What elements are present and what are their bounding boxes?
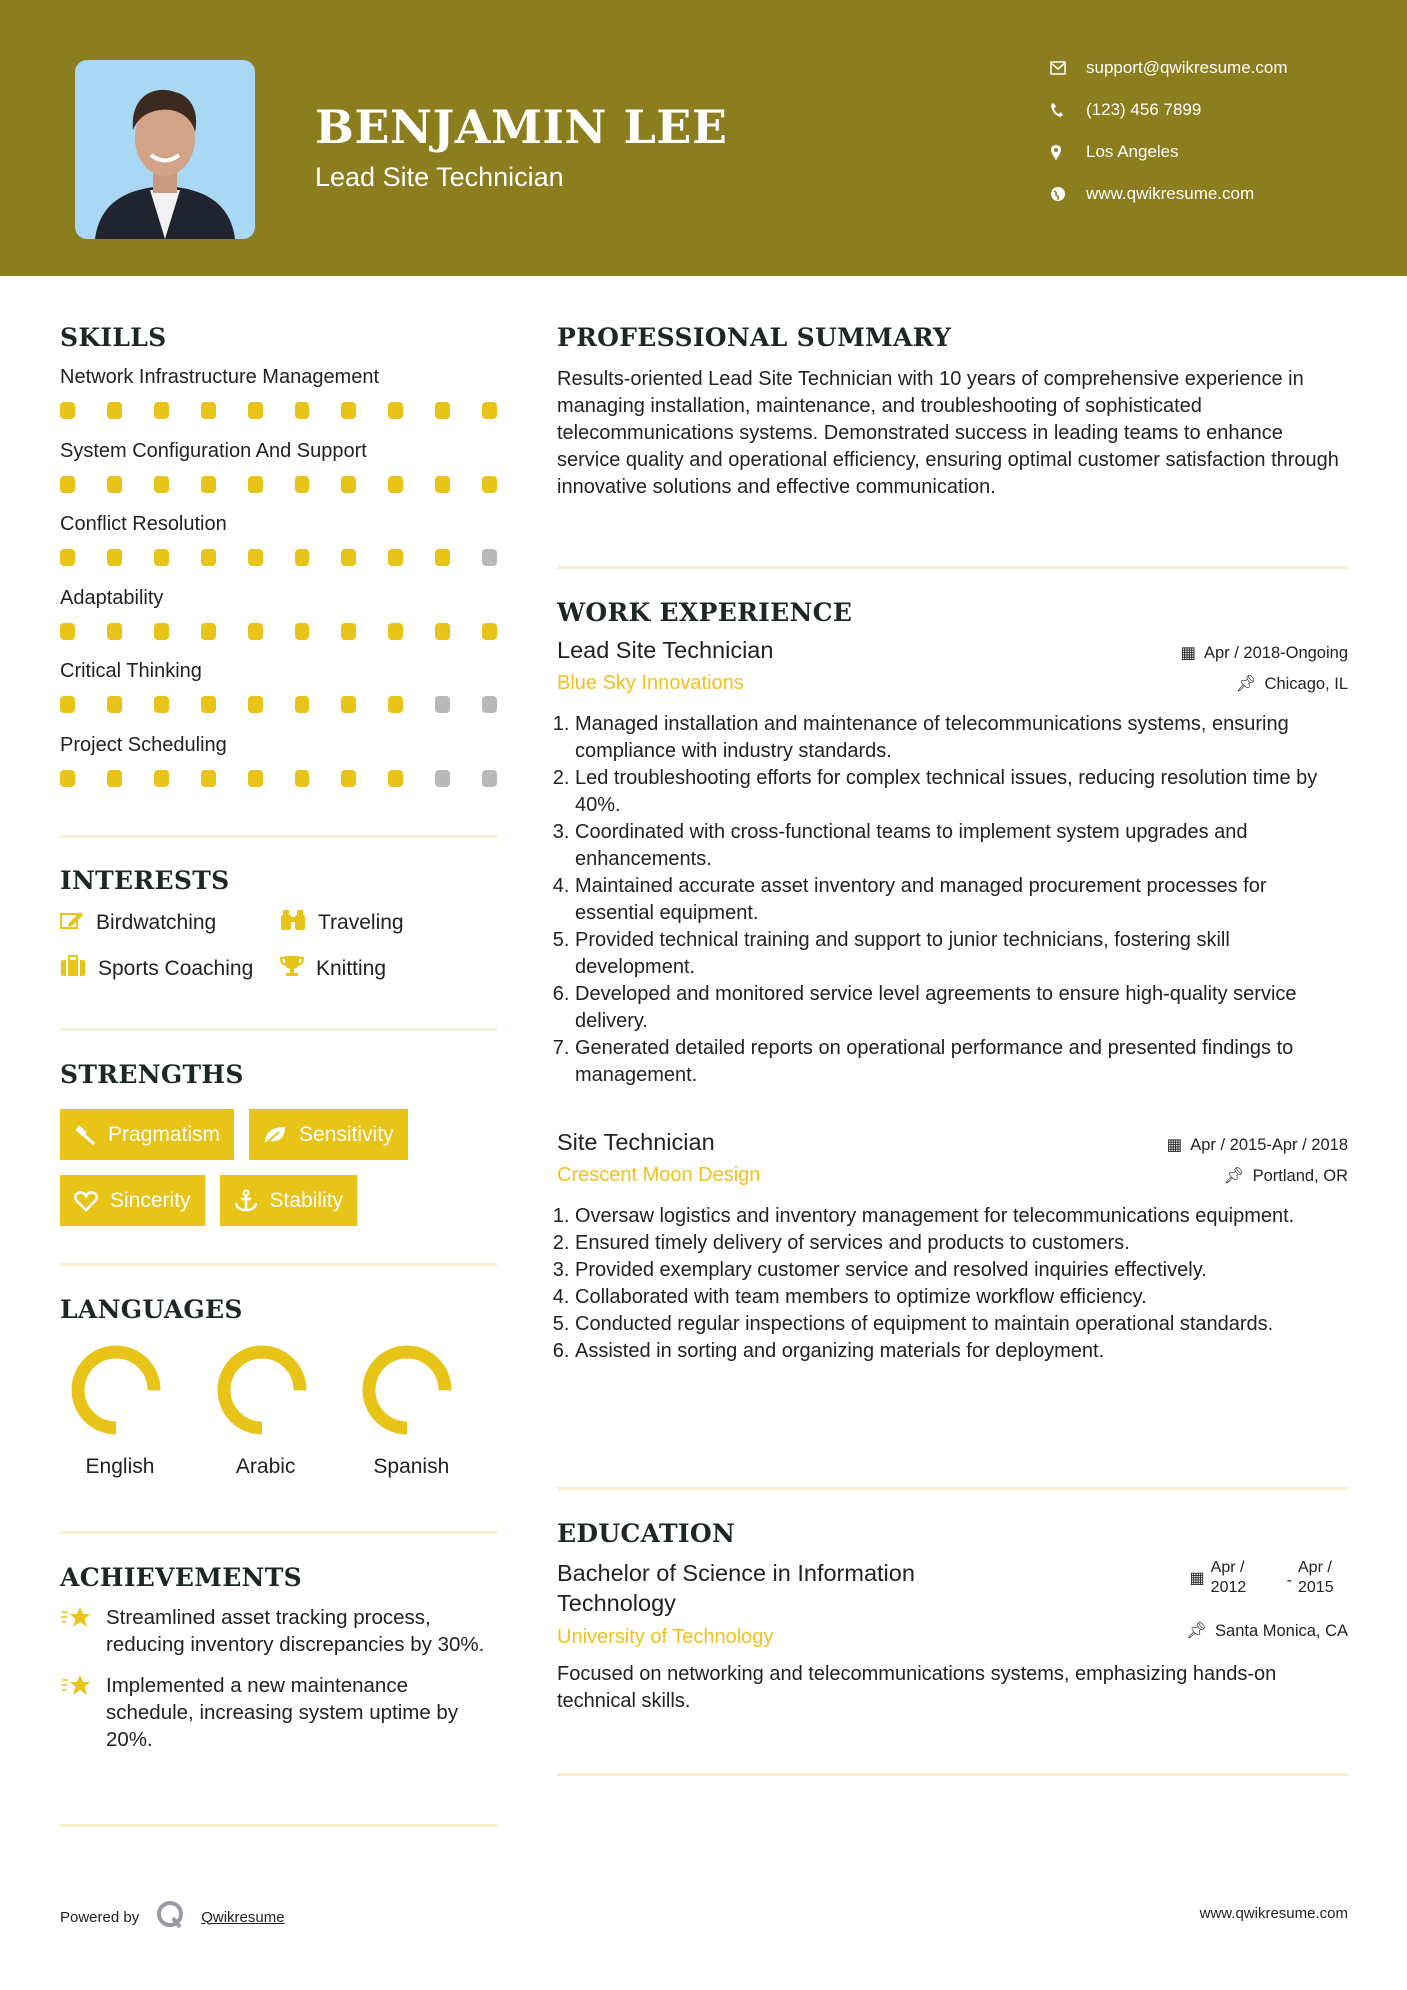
interest-item: Sports Coaching (60, 955, 280, 983)
contact-email[interactable]: support@qwikresume.com (1050, 58, 1288, 78)
section-heading: ACHIEVEMENTS (60, 1563, 302, 1592)
rating-dot-filled (295, 402, 310, 419)
rating-dot-filled (435, 623, 450, 640)
language-label: Spanish (373, 1455, 450, 1478)
skill-item (60, 509, 497, 583)
contact-phone: (123) 456 7899 (1050, 100, 1201, 120)
section-heading: EDUCATION (557, 1519, 736, 1548)
rating-dot-filled (482, 623, 497, 640)
language-item (206, 1342, 352, 1479)
strength-tag: Sensitivity (249, 1109, 408, 1160)
job-bullet: 6. Developed and monitored service level agreements to ensure high-quality service delivery. (575, 981, 1348, 1035)
rating-dot-filled (248, 623, 263, 640)
edit-icon (60, 910, 84, 936)
rating-dot-filled (201, 623, 216, 640)
job-bullet: 6. Assisted in sorting and organizing materials for deployment. (575, 1338, 1348, 1365)
rating-dot-filled (107, 770, 122, 787)
job-title: Site Technician (557, 1129, 715, 1155)
job-bullet: 5. Conducted regular inspections of equipment to maintain operational standards. (575, 1311, 1348, 1338)
skill-item (60, 583, 497, 657)
job-dates: ▦ Apr / 2018-Ongoing (1180, 643, 1348, 662)
rating-dot-filled (388, 770, 403, 787)
rating-dot-empty (435, 696, 450, 713)
achievements-section (60, 1563, 497, 1753)
rating-dot-filled (107, 549, 122, 566)
contact-location: Los Angeles (1050, 142, 1179, 162)
company-name: Blue Sky Innovations (557, 672, 744, 694)
rating-dot-filled (201, 770, 216, 787)
calendar-icon: ▦ (1166, 1136, 1183, 1154)
strengths-section (60, 1060, 497, 1226)
rating-dot-filled (388, 549, 403, 566)
rating-dot-filled (154, 476, 169, 493)
rating-dot-filled (435, 476, 450, 493)
section-heading: LANGUAGES (60, 1295, 243, 1324)
gavel-icon (74, 1124, 96, 1146)
rating-dot-filled (154, 623, 169, 640)
rating-dot-filled (341, 549, 356, 566)
job-bullets (557, 1203, 1348, 1365)
strength-tag: Sincerity (60, 1175, 205, 1226)
rating-dot-filled (295, 623, 310, 640)
rating-dot-empty (435, 770, 450, 787)
leaf-icon (263, 1125, 287, 1145)
rating-dot-filled (60, 696, 75, 713)
candidate-title: Lead Site Technician (315, 162, 564, 192)
summary-section (557, 323, 1348, 501)
job-bullet: 1. Managed installation and maintenance of telecommunications systems, ensuring compliance with industry standards. (575, 711, 1348, 765)
rating-dot-filled (435, 402, 450, 419)
star-icon (60, 1672, 92, 1753)
qwikresume-link[interactable]: Qwikresume (201, 1908, 285, 1926)
skill-rating (60, 549, 497, 566)
skills-section (60, 323, 497, 803)
language-item (60, 1342, 206, 1479)
skill-rating (60, 623, 497, 640)
rating-dot-filled (341, 696, 356, 713)
suitcase-icon (60, 955, 86, 983)
rating-dot-filled (60, 549, 75, 566)
job-bullet: 3. Coordinated with cross-functional teams to implement system upgrades and enhancements. (575, 819, 1348, 873)
language-proficiency-ring (206, 1342, 310, 1443)
language-label: English (85, 1455, 155, 1478)
divider (60, 1824, 497, 1827)
education-section (557, 1519, 1348, 1715)
education-location: 📌︎ Santa Monica, CA (1186, 1622, 1348, 1640)
envelope-icon (1050, 61, 1086, 75)
trophy-icon (280, 955, 304, 983)
job-bullet: 2. Led troubleshooting efforts for complex technical issues, reducing resolution time by 40%. (575, 765, 1348, 819)
interest-item: Knitting (280, 955, 480, 983)
skill-item (60, 730, 497, 804)
divider (557, 566, 1348, 569)
section-heading: PROFESSIONAL SUMMARY (557, 323, 952, 352)
rating-dot-filled (201, 402, 216, 419)
skill-label: Adaptability (60, 586, 164, 609)
rating-dot-filled (388, 402, 403, 419)
rating-dot-filled (388, 623, 403, 640)
section-heading: SKILLS (60, 323, 167, 352)
experience-section (557, 598, 1348, 1365)
footer-url[interactable]: www.qwikresume.com (1199, 1905, 1348, 1922)
job-bullet: 4. Collaborated with team members to optimize workflow efficiency. (575, 1284, 1348, 1311)
rating-dot-filled (248, 696, 263, 713)
job-bullet: 4. Maintained accurate asset inventory and managed procurement processes for essential equipment. (575, 873, 1348, 927)
divider (557, 1773, 1348, 1776)
job-title: Lead Site Technician (557, 637, 774, 663)
rating-dot-empty (482, 770, 497, 787)
job-entry (557, 637, 1348, 1089)
section-heading: STRENGTHS (60, 1060, 244, 1089)
rating-dot-filled (107, 402, 122, 419)
rating-dot-filled (154, 696, 169, 713)
resume-header (0, 0, 1407, 276)
divider (60, 1028, 497, 1031)
rating-dot-filled (60, 476, 75, 493)
skill-rating (60, 402, 497, 419)
achievement-item: Implemented a new maintenance schedule, increasing system uptime by 20%. (60, 1672, 497, 1753)
binoculars-icon (280, 909, 306, 937)
map-pin-icon (1050, 144, 1086, 161)
rating-dot-filled (107, 476, 122, 493)
profile-photo (75, 60, 255, 239)
job-bullet: 7. Generated detailed reports on operational performance and presented findings to management. (575, 1035, 1348, 1089)
degree-title: Bachelor of Science in Information Technology (557, 1560, 915, 1616)
rating-dot-filled (295, 770, 310, 787)
skill-label: Critical Thinking (60, 660, 202, 682)
pushpin-icon: 📌︎ (1235, 675, 1257, 693)
skill-rating (60, 696, 497, 713)
phone-icon (1050, 102, 1086, 118)
rating-dot-filled (248, 402, 263, 419)
qwikresume-logo-icon (155, 1900, 185, 1934)
star-icon (60, 1604, 92, 1658)
rating-dot-filled (295, 696, 310, 713)
job-bullet: 3. Provided exemplary customer service and resolved inquiries effectively. (575, 1257, 1348, 1284)
company-name: Crescent Moon Design (557, 1164, 761, 1186)
job-location: 📌︎ Chicago, IL (1235, 675, 1348, 693)
rating-dot-filled (482, 476, 497, 493)
rating-dot-filled (201, 549, 216, 566)
section-heading: INTERESTS (60, 866, 230, 895)
skill-item (60, 436, 497, 510)
divider (60, 1531, 497, 1534)
rating-dot-filled (60, 623, 75, 640)
divider (60, 1263, 497, 1266)
calendar-icon: ▦ (1180, 644, 1196, 662)
languages-section (60, 1295, 497, 1479)
rating-dot-filled (341, 770, 356, 787)
globe-icon (1050, 186, 1086, 202)
rating-dot-filled (248, 549, 263, 566)
calendar-icon: ▦ (1189, 1570, 1205, 1587)
candidate-name: BENJAMIN LEE (315, 100, 728, 154)
rating-dot-empty (482, 696, 497, 713)
job-bullets (557, 711, 1348, 1089)
rating-dot-filled (201, 476, 216, 493)
rating-dot-filled (60, 402, 75, 419)
job-bullet: 1. Oversaw logistics and inventory management for telecommunications equipment. (575, 1203, 1348, 1230)
divider (60, 835, 497, 838)
interests-section (60, 866, 497, 983)
rating-dot-filled (60, 770, 75, 787)
pushpin-icon: 📌︎ (1186, 1622, 1208, 1640)
job-bullet: 2. Ensured timely delivery of services and products to customers. (575, 1230, 1348, 1257)
school-name: University of Technology (557, 1626, 774, 1648)
heart-icon (74, 1190, 98, 1212)
rating-dot-filled (295, 476, 310, 493)
job-entry (557, 1129, 1348, 1365)
rating-dot-filled (154, 549, 169, 566)
pushpin-icon: 📌︎ (1223, 1167, 1245, 1185)
achievement-item: Streamlined asset tracking process, reducing inventory discrepancies by 30%. (60, 1604, 497, 1658)
skill-label: Conflict Resolution (60, 513, 227, 535)
skill-rating (60, 476, 497, 493)
anchor-icon (234, 1189, 258, 1213)
rating-dot-filled (154, 770, 169, 787)
skill-item (60, 656, 497, 730)
rating-dot-filled (341, 476, 356, 493)
rating-dot-filled (388, 696, 403, 713)
section-heading: WORK EXPERIENCE (557, 598, 853, 627)
rating-dot-filled (107, 623, 122, 640)
rating-dot-filled (248, 770, 263, 787)
rating-dot-filled (341, 402, 356, 419)
language-proficiency-ring (351, 1342, 455, 1443)
rating-dot-filled (388, 476, 403, 493)
rating-dot-filled (482, 402, 497, 419)
rating-dot-filled (107, 696, 122, 713)
language-proficiency-ring (60, 1342, 164, 1443)
rating-dot-filled (341, 623, 356, 640)
summary-text: Results-oriented Lead Site Technician with 10 years of comprehensive experience in managing installation, maintenance, and troubleshooting of sophisticated telecommunications systems. Demonstrated success in leading teams to enhance service quality and operational efficiency, ensuring optimal customer satisfaction through innovative solutions and effective communication. (557, 368, 1339, 498)
rating-dot-filled (154, 402, 169, 419)
contact-website[interactable]: www.qwikresume.com (1050, 184, 1254, 204)
skill-rating (60, 770, 497, 787)
rating-dot-filled (295, 549, 310, 566)
rating-dot-filled (435, 549, 450, 566)
rating-dot-filled (248, 476, 263, 493)
skill-item (60, 362, 497, 436)
job-dates: ▦ Apr / 2015-Apr / 2018 (1166, 1135, 1348, 1154)
interest-item: Traveling (280, 909, 480, 937)
language-item (351, 1342, 497, 1479)
job-bullet: 5. Provided technical training and support to junior technicians, fostering skill development. (575, 927, 1348, 981)
language-label: Arabic (235, 1455, 296, 1478)
divider (557, 1487, 1348, 1490)
skill-label: Project Scheduling (60, 733, 227, 756)
interest-item: Birdwatching (60, 909, 280, 937)
skill-label: Network Infrastructure Management (60, 366, 380, 388)
education-dates: ▦ Apr / 2012 - Apr / 2015 (1189, 1559, 1334, 1596)
job-location: 📌︎ Portland, OR (1223, 1167, 1348, 1185)
education-description: Focused on networking and telecommunications systems, emphasizing hands-on technical skills. (557, 1663, 1277, 1712)
strength-tag: Stability (220, 1175, 358, 1226)
skill-label: System Configuration And Support (60, 439, 367, 462)
rating-dot-empty (482, 549, 497, 566)
footer-powered-by: Powered by Qwikresume (60, 1900, 285, 1934)
rating-dot-filled (201, 696, 216, 713)
strength-tag: Pragmatism (60, 1109, 234, 1160)
